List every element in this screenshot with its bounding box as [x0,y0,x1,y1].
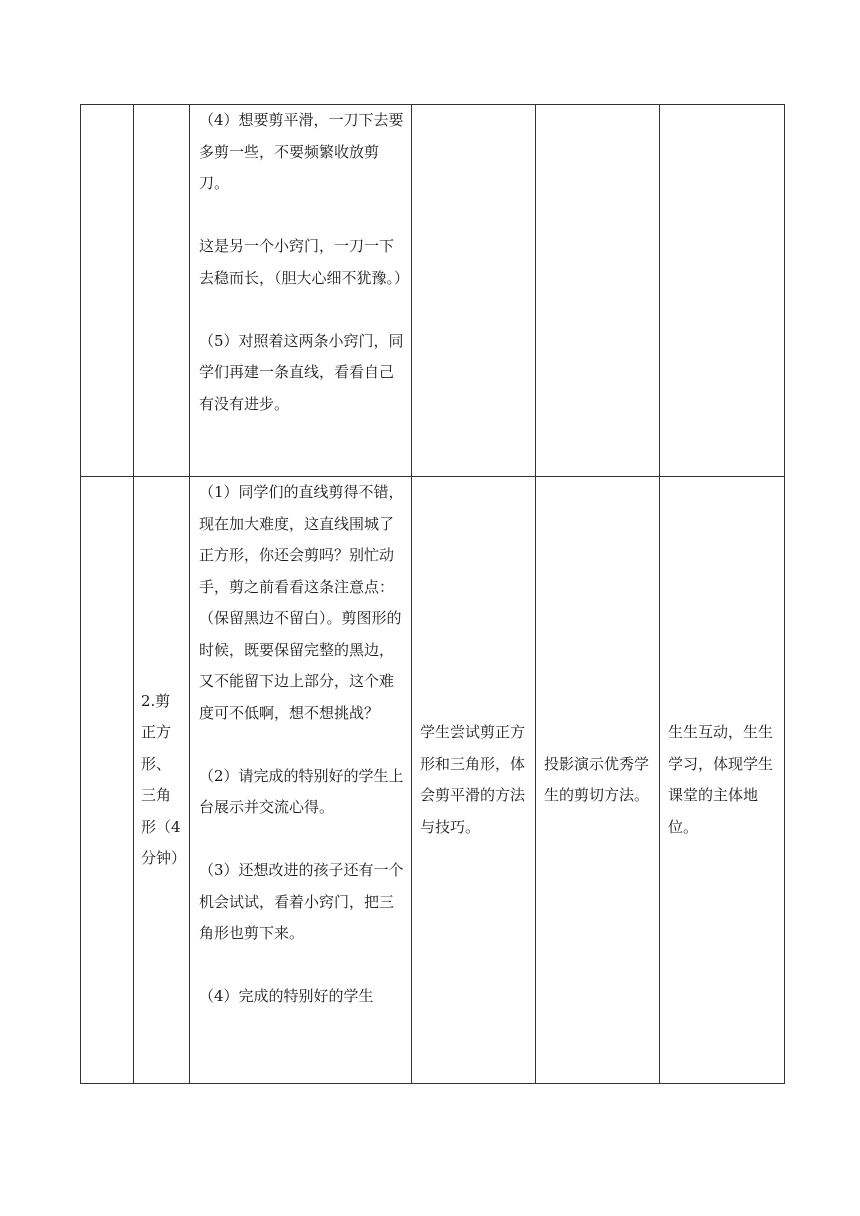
content-paragraph: （1）同学们的直线剪得不错，现在加大难度，这直线围城了正方形，你还会剪吗？别忙动手，剪之前看看这条注意点：（保留黑边不留白）。剪图形的时候，既要保留完整的黑边，又不能留下边上部分，这个难度可不低啊，想不想挑战？ [199,483,404,722]
table-cell-teacher-activity [536,105,660,477]
lesson-plan-table [80,104,785,1084]
content-paragraph: （5）对照着这两条小窍门，同学们再建一条直线，看看自己有没有进步。 [199,331,404,413]
content-paragraph: （3）还想改进的孩子还有一个机会试试，看着小窍门，把三角形也剪下来。 [199,861,404,942]
table-cell-teacher-activity [536,477,660,1084]
table-cell-section [81,477,134,1084]
content-paragraph: （4）想要剪平滑，一刀下去要多剪一些，不要频繁收放剪刀。 [199,111,404,192]
table-cell-design-intent [660,105,785,477]
table-cell-student-activity [412,477,536,1084]
student-activity-text: 学生尝试剪正方形和三角形，体会剪平滑的方法与技巧。 [420,723,526,836]
teacher-activity-text: 投影演示优秀学生的剪切方法。 [544,754,650,804]
content-paragraph: 这是另一个小窍门，一刀一下去稳而长，（胆大心细不犹豫。） [199,237,410,287]
design-intent-text: 生生互动，生生学习，体现学生课堂的主体地位。 [668,723,774,836]
content-paragraph: （2）请完成的特别好的学生上台展示并交流心得。 [199,766,404,816]
step-title: 2.剪正方形、三角形（4分钟） [141,691,187,867]
paragraph-gap [199,729,405,761]
table-cell-design-intent [660,477,785,1084]
table-cell-content [190,477,412,1084]
table-cell-student-activity [412,105,536,477]
paragraph-gap [199,950,405,982]
table-row [81,477,785,1084]
paragraph-gap [199,824,405,856]
content-paragraph: （4）完成的特别好的学生 [199,987,374,1005]
table-cell-section [81,105,134,477]
table-row [81,105,785,477]
table-cell-content [190,105,412,477]
table-cell-step [134,105,190,477]
paragraph-gap [199,200,405,232]
table-cell-step [134,477,190,1084]
paragraph-gap [199,294,405,326]
